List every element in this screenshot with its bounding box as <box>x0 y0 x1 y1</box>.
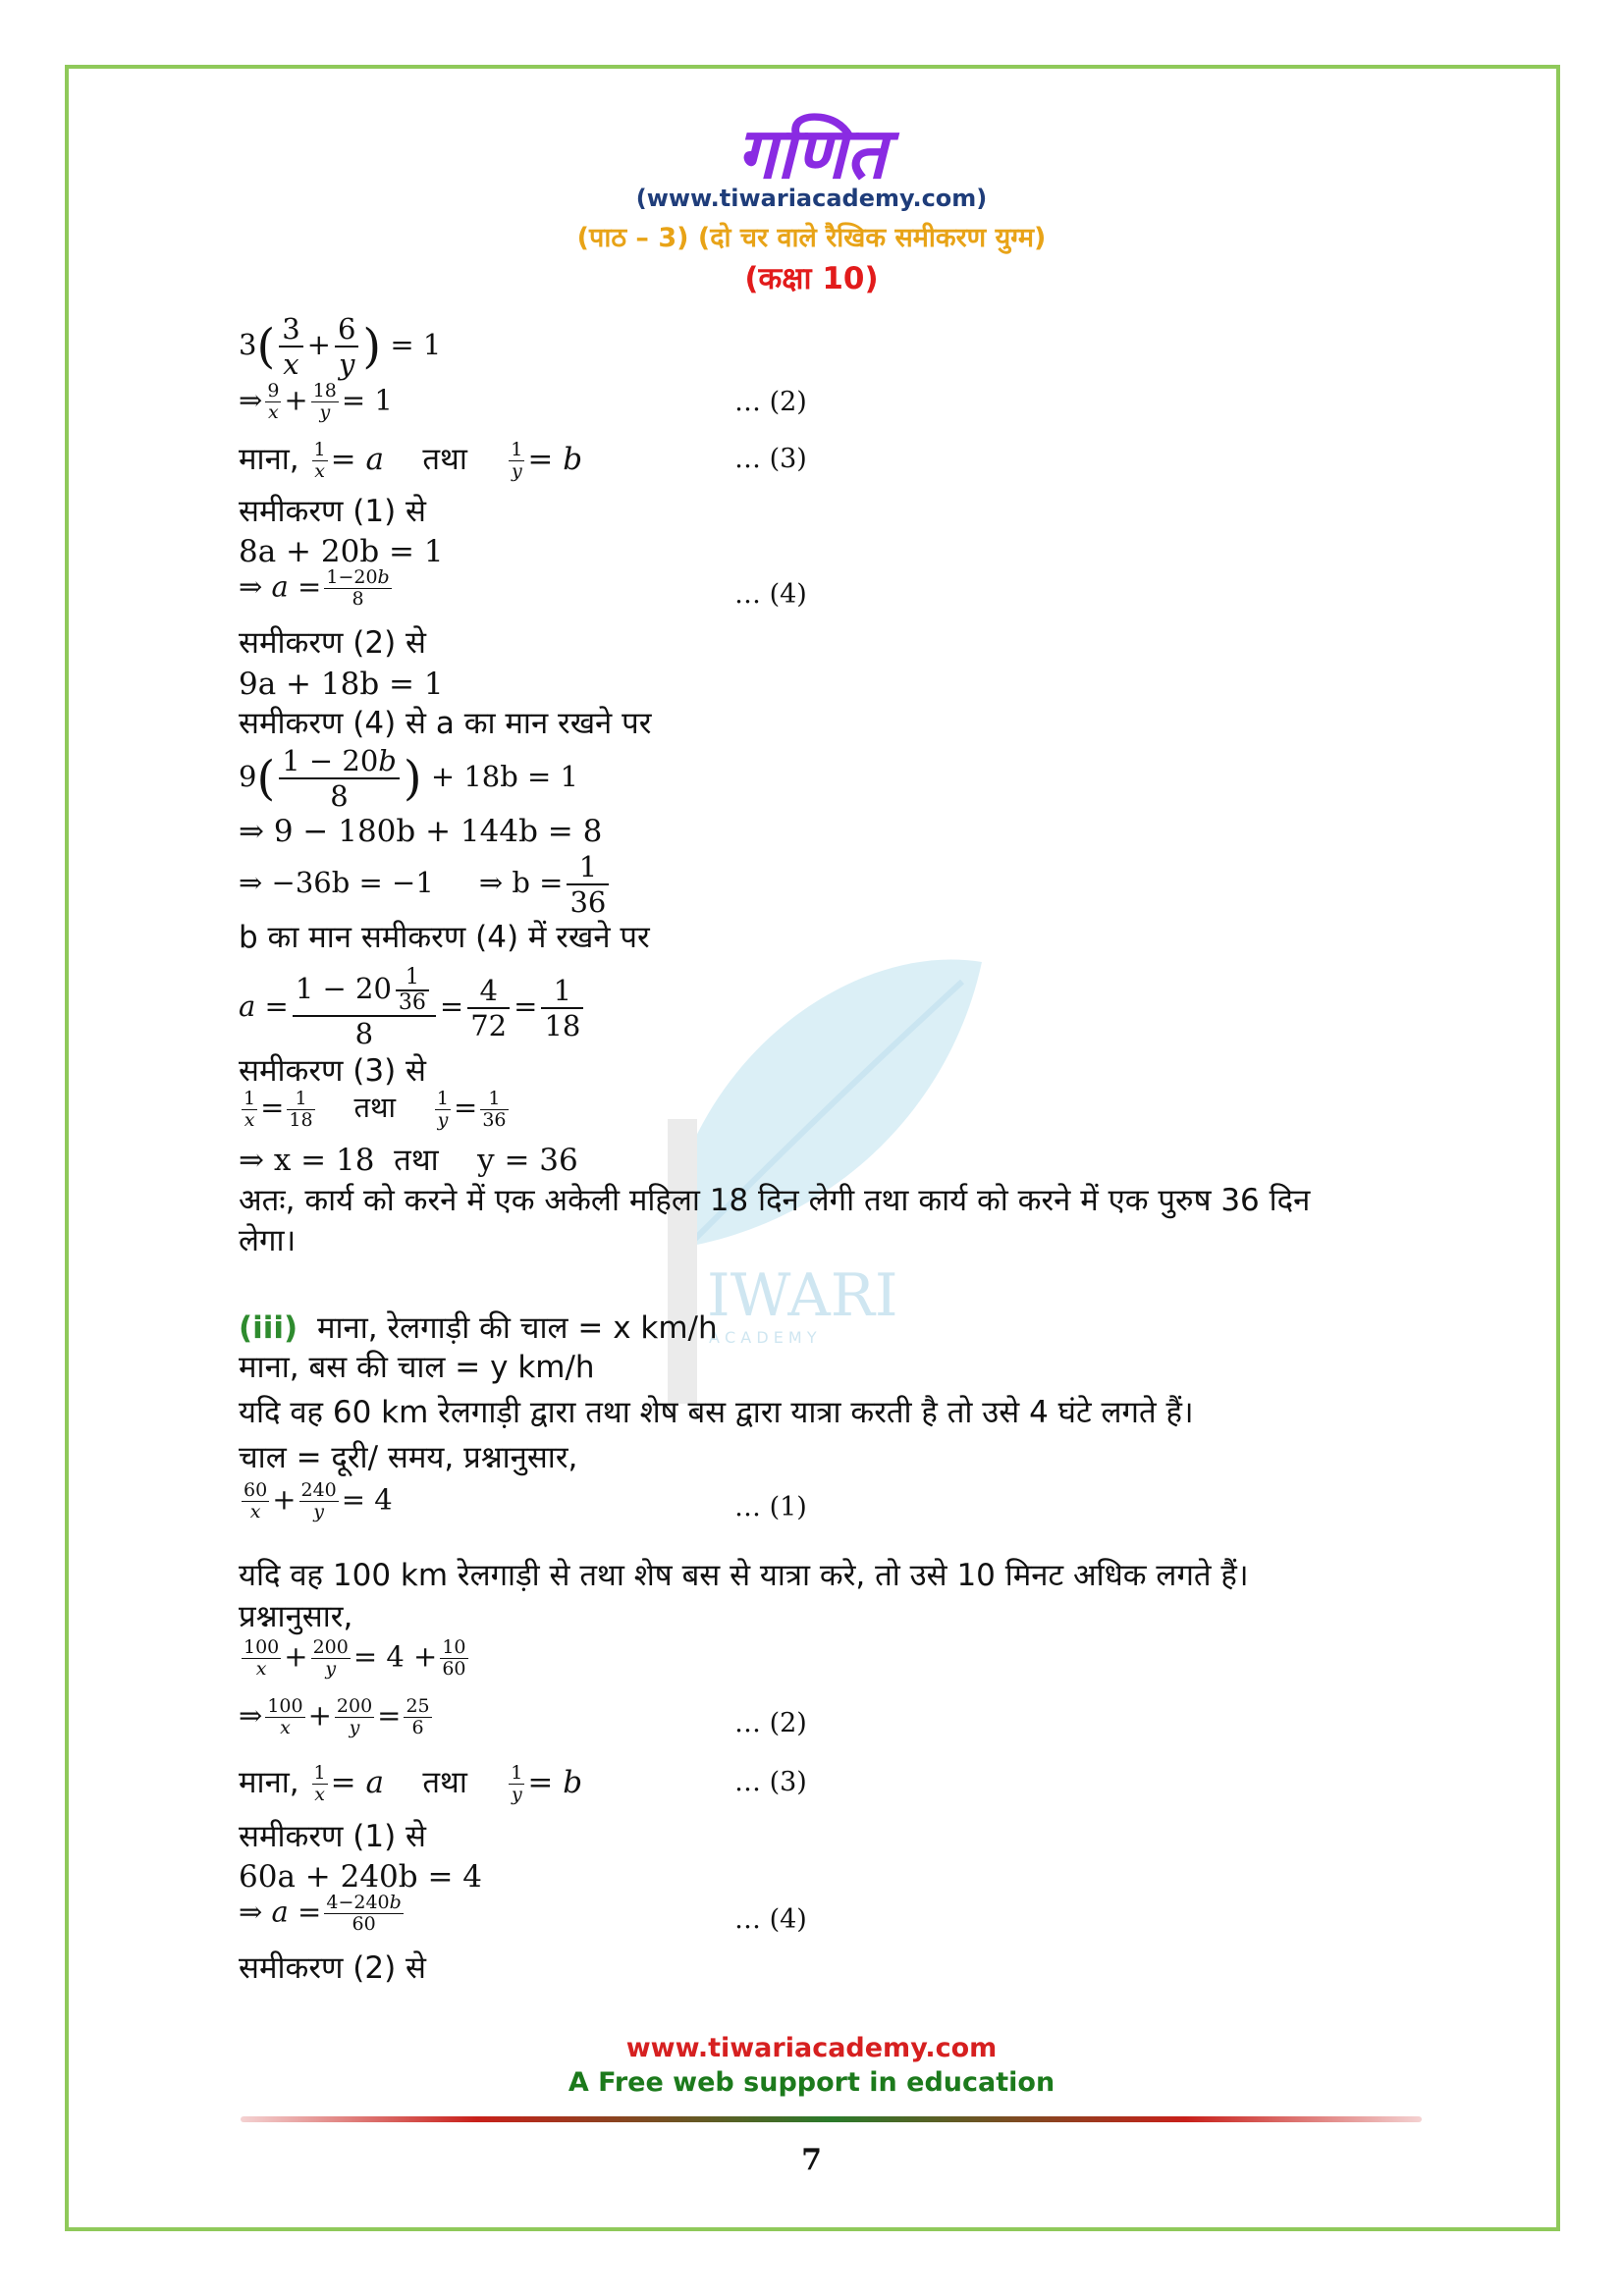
equation-line-a: ⇒ a = $\frac{1-20b}{8}$ <box>239 566 390 610</box>
equation-line-1: 3( $\frac{3}{x}$ + $\frac{6}{y}$ ) = 1 <box>239 312 442 381</box>
tiwari-watermark-logo <box>628 923 1001 1433</box>
text-line: समीकरण (2) से <box>239 1950 426 1986</box>
equation-line: ⇒ 9 − 180b + 144b = 8 <box>239 814 603 849</box>
equation-line-recip: $\frac{1}{x}$ = $\frac{1}{18}$ तथा $\frac{1}{y}$ = $\frac{1}{36}$ <box>243 1087 507 1131</box>
result-line: ⇒ x = 18 तथा y = 36 <box>239 1143 578 1178</box>
watermark-subtext: A C A D E M Y <box>709 1328 817 1347</box>
text-line: समीकरण (1) से <box>239 494 426 529</box>
header-website[interactable]: (www.tiwariacademy.com) <box>635 185 988 212</box>
equation-tag-3b: … (3) <box>734 1767 807 1797</box>
part-iii-line: (iii) माना, रेलगाड़ी की चाल = x km/h <box>239 1310 718 1346</box>
condition-line-2: यदि वह 100 km रेलगाड़ी से तथा शेष बस से यात्रा करे, तो उसे 10 मिनट अधिक लगते हैं। <box>239 1558 1249 1593</box>
footer-divider <box>241 2116 1422 2122</box>
equation-line-a2: ⇒ a = $\frac{4-240b}{60}$ <box>239 1892 402 1935</box>
text-line: समीकरण (4) से a का मान रखने पर <box>239 706 652 741</box>
page-number: 7 <box>801 2143 822 2177</box>
page-title: गणित <box>736 112 887 194</box>
conclusion-line-2: लेगा। <box>239 1223 297 1258</box>
text-line: चाल = दूरी/ समय, प्रश्नानुसार, <box>239 1440 578 1475</box>
equation-line-b: ⇒ −36b = −1 ⇒ b = $\frac{1}{36}$ <box>239 850 613 919</box>
equation-line-2b: ⇒ $\frac{100}{x}$ + $\frac{200}{y}$ = $\frac{25}{6}$ <box>239 1695 430 1738</box>
equation-line-2: ⇒ $\frac{9}{x}$ + $\frac{18}{y}$ = 1 <box>239 380 393 423</box>
text-line: समीकरण (3) से <box>239 1053 426 1089</box>
text-line: समीकरण (1) से <box>239 1819 426 1854</box>
equation-line-a-value: a = 1 − 20 $\frac{1}{36}$ 8 = $\frac{4}{72}$ = $\frac{1}{18}$ <box>239 966 587 1050</box>
equation-tag-2: … (2) <box>734 387 807 417</box>
chapter-heading: (पाठ – 3) (दो चर वाले रैखिक समीकरण युग्म) <box>576 223 1047 253</box>
conclusion-line-1: अतः, कार्य को करने में एक अकेली महिला 18 दिन लेगी तथा कार्य को करने में एक पुरुष 36 दिन <box>239 1183 1311 1218</box>
text-line: प्रश्नानुसार, <box>239 1599 353 1634</box>
class-heading: (कक्षा 10) <box>744 261 879 296</box>
equation-tag-3: … (3) <box>734 444 807 474</box>
equation-line-2a: $\frac{100}{x}$ + $\frac{200}{y}$ = 4 + $\frac{10}{60}$ <box>243 1636 466 1680</box>
assumption-line-2: माना, $\frac{1}{x}$ = a तथा $\frac{1}{y}$ = b <box>239 1762 583 1805</box>
equation-tag-4b: … (4) <box>734 1904 807 1935</box>
assumption-line: माना, $\frac{1}{x}$ = a तथा $\frac{1}{y}$ = b <box>239 439 583 482</box>
equation-line-sub: 9( $\frac{1 - 20b}{8}$ ) + 18b = 1 <box>239 744 578 813</box>
text-line: समीकरण (2) से <box>239 625 426 661</box>
equation-line: 60a + 240b = 4 <box>239 1859 483 1895</box>
equation-line: 9a + 18b = 1 <box>239 667 444 702</box>
equation-tag-4: … (4) <box>734 579 807 610</box>
text-line: माना, बस की चाल = y km/h <box>239 1350 595 1385</box>
footer-tagline: A Free web support in education <box>568 2067 1055 2098</box>
text-line: b का मान समीकरण (4) में रखने पर <box>239 920 650 955</box>
equation-line-1b: $\frac{60}{x}$ + $\frac{240}{y}$ = 4 <box>243 1479 393 1522</box>
equation-tag-2b: … (2) <box>734 1708 807 1738</box>
equation-line: 8a + 20b = 1 <box>239 534 444 569</box>
footer-website[interactable]: www.tiwariacademy.com <box>625 2033 998 2063</box>
equation-tag-1: … (1) <box>734 1492 807 1522</box>
condition-line-1: यदि वह 60 km रेलगाड़ी द्वारा तथा शेष बस द्वारा यात्रा करती है तो उसे 4 घंटे लगते हैं। <box>239 1395 1194 1430</box>
watermark-text: IWARI <box>707 1261 898 1330</box>
